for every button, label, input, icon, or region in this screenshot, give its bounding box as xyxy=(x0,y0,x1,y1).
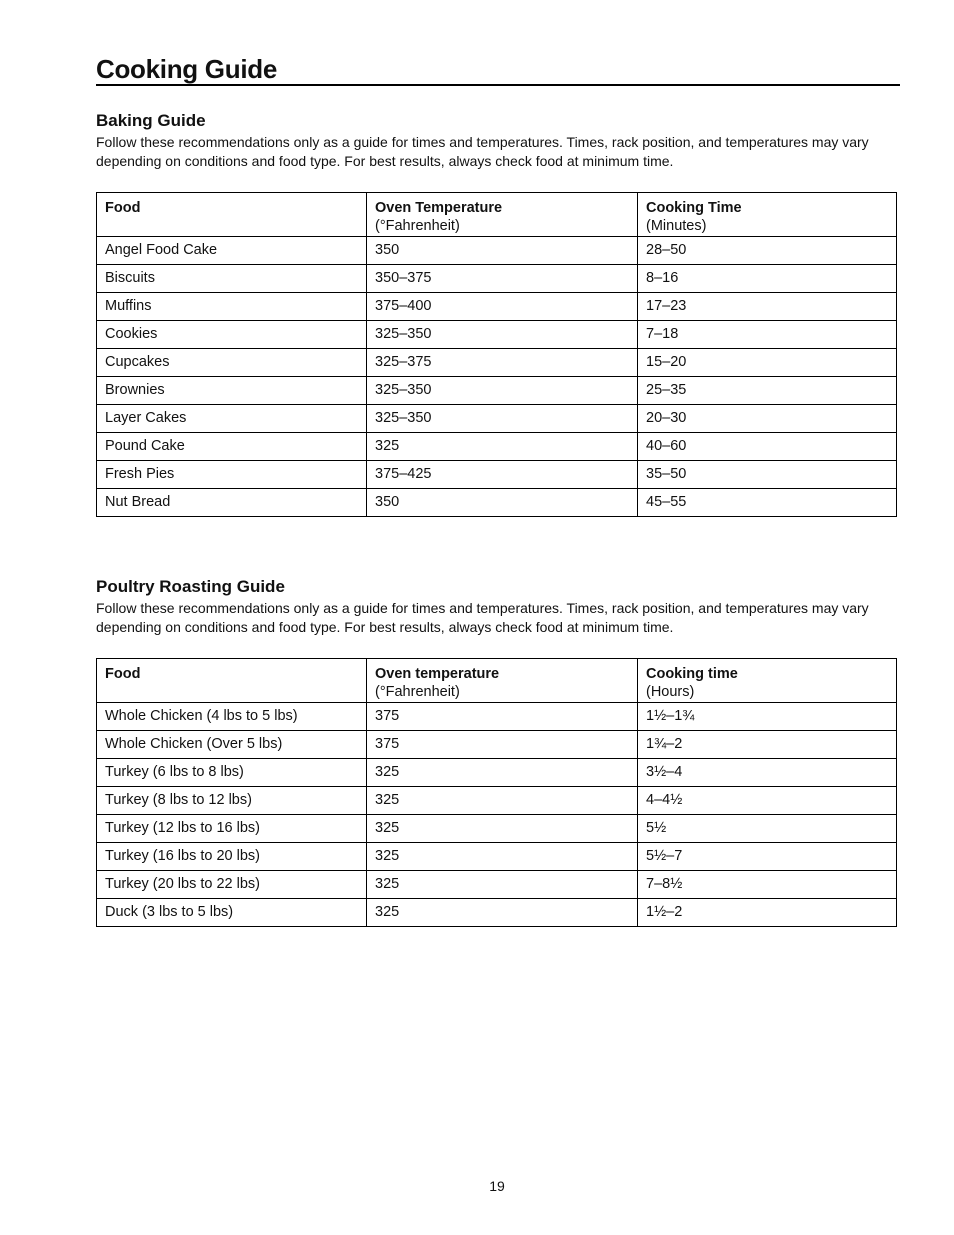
cell-oven-temperature: 375–425 xyxy=(367,461,638,489)
poultry-roasting-guide-table xyxy=(96,658,897,927)
table-row xyxy=(97,731,897,759)
poultry-roasting-guide-description: Follow these recommendations only as a guide for times and temperatures. Times, rack position, and temperatures may vary depending on conditions and food type. For best results, always check food at minimum time. xyxy=(96,600,869,635)
header-oven-temperature-label: Oven Temperature xyxy=(375,200,503,216)
table-row xyxy=(97,815,897,843)
cell-oven-temperature: 325 xyxy=(367,787,638,815)
cell-food: Turkey (8 lbs to 12 lbs) xyxy=(97,787,367,815)
cell-food: Fresh Pies xyxy=(97,461,367,489)
table-row xyxy=(97,377,897,405)
cell-food: Turkey (6 lbs to 8 lbs) xyxy=(97,759,367,787)
header-food xyxy=(97,659,367,703)
cell-oven-temperature: 325 xyxy=(367,843,638,871)
header-oven-temperature xyxy=(367,193,638,237)
table-row xyxy=(97,787,897,815)
cell-oven-temperature: 325 xyxy=(367,759,638,787)
cell-cooking-time: 45–55 xyxy=(638,489,897,517)
baking-guide-heading: Baking Guide xyxy=(96,111,206,130)
cell-oven-temperature: 375 xyxy=(367,731,638,759)
cell-cooking-time: 3½–4 xyxy=(638,759,897,787)
cell-oven-temperature: 350–375 xyxy=(367,265,638,293)
table-row xyxy=(97,703,897,731)
table-header-row xyxy=(97,659,897,703)
header-oven-temperature xyxy=(367,659,638,703)
table-row xyxy=(97,489,897,517)
cell-oven-temperature: 325–350 xyxy=(367,321,638,349)
header-cooking-time xyxy=(638,193,897,237)
table-row xyxy=(97,349,897,377)
header-oven-temperature-label: Oven temperature xyxy=(375,666,500,682)
header-cooking-time-unit: (Hours) xyxy=(646,684,695,700)
cell-cooking-time: 4–4½ xyxy=(638,787,897,815)
cell-oven-temperature: 375 xyxy=(367,703,638,731)
cell-food: Muffins xyxy=(97,293,367,321)
cell-cooking-time: 5½ xyxy=(638,815,897,843)
cell-oven-temperature: 325–350 xyxy=(367,377,638,405)
cell-food: Cookies xyxy=(97,321,367,349)
cell-cooking-time: 7–18 xyxy=(638,321,897,349)
header-food-label: Food xyxy=(105,666,141,682)
poultry-roasting-guide-section xyxy=(96,577,900,927)
cell-cooking-time: 1½–2 xyxy=(638,899,897,927)
cell-oven-temperature: 325 xyxy=(367,433,638,461)
cell-oven-temperature: 350 xyxy=(367,237,638,265)
table-row xyxy=(97,759,897,787)
cell-cooking-time: 8–16 xyxy=(638,265,897,293)
table-row xyxy=(97,843,897,871)
table-header-row xyxy=(97,193,897,237)
cell-food: Cupcakes xyxy=(97,349,367,377)
table-row xyxy=(97,293,897,321)
page-number: 19 xyxy=(489,1178,505,1194)
baking-guide-section xyxy=(96,111,900,517)
cell-cooking-time: 40–60 xyxy=(638,433,897,461)
cell-food: Layer Cakes xyxy=(97,405,367,433)
table-row xyxy=(97,899,897,927)
table-row xyxy=(97,321,897,349)
cell-food: Nut Bread xyxy=(97,489,367,517)
cell-cooking-time: 1¾–2 xyxy=(638,731,897,759)
table-row xyxy=(97,433,897,461)
cell-oven-temperature: 325 xyxy=(367,899,638,927)
header-cooking-time-label: Cooking Time xyxy=(646,200,742,216)
page-title: Cooking Guide xyxy=(96,54,277,84)
header-oven-temperature-unit: (°Fahrenheit) xyxy=(375,684,460,700)
poultry-roasting-guide-heading: Poultry Roasting Guide xyxy=(96,577,285,596)
cell-food: Whole Chicken (4 lbs to 5 lbs) xyxy=(97,703,367,731)
cell-food: Brownies xyxy=(97,377,367,405)
header-cooking-time-label: Cooking time xyxy=(646,666,738,682)
cell-food: Turkey (20 lbs to 22 lbs) xyxy=(97,871,367,899)
table-row xyxy=(97,265,897,293)
cell-food: Turkey (16 lbs to 20 lbs) xyxy=(97,843,367,871)
cell-cooking-time: 15–20 xyxy=(638,349,897,377)
table-row xyxy=(97,871,897,899)
cell-cooking-time: 20–30 xyxy=(638,405,897,433)
header-cooking-time xyxy=(638,659,897,703)
cell-cooking-time: 17–23 xyxy=(638,293,897,321)
table-row xyxy=(97,237,897,265)
cell-oven-temperature: 375–400 xyxy=(367,293,638,321)
table-row xyxy=(97,405,897,433)
cell-food: Turkey (12 lbs to 16 lbs) xyxy=(97,815,367,843)
cell-cooking-time: 35–50 xyxy=(638,461,897,489)
header-cooking-time-unit: (Minutes) xyxy=(646,218,707,234)
cell-cooking-time: 5½–7 xyxy=(638,843,897,871)
cell-food: Angel Food Cake xyxy=(97,237,367,265)
cell-cooking-time: 1½–1¾ xyxy=(638,703,897,731)
cell-cooking-time: 7–8½ xyxy=(638,871,897,899)
cell-cooking-time: 25–35 xyxy=(638,377,897,405)
header-food-label: Food xyxy=(105,200,141,216)
cell-oven-temperature: 325 xyxy=(367,871,638,899)
cell-cooking-time: 28–50 xyxy=(638,237,897,265)
cell-oven-temperature: 325–350 xyxy=(367,405,638,433)
cell-food: Duck (3 lbs to 5 lbs) xyxy=(97,899,367,927)
header-oven-temperature-unit: (°Fahrenheit) xyxy=(375,218,460,234)
cell-oven-temperature: 325–375 xyxy=(367,349,638,377)
header-food xyxy=(97,193,367,237)
cell-food: Biscuits xyxy=(97,265,367,293)
cell-food: Pound Cake xyxy=(97,433,367,461)
table-row xyxy=(97,461,897,489)
baking-guide-description: Follow these recommendations only as a guide for times and temperatures. Times, rack position, and temperatures may vary depending on conditions and food type. For best results, always check food at minimum time. xyxy=(96,134,869,169)
cell-food: Whole Chicken (Over 5 lbs) xyxy=(97,731,367,759)
baking-guide-table xyxy=(96,192,897,517)
title-rule xyxy=(96,84,900,86)
cell-oven-temperature: 350 xyxy=(367,489,638,517)
cell-oven-temperature: 325 xyxy=(367,815,638,843)
